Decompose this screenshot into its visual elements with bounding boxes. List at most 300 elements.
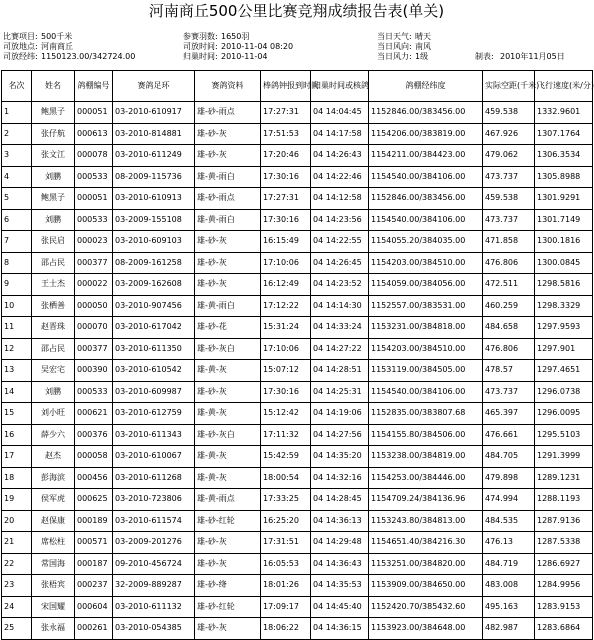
col-coords: 鸽棚经纬度 — [369, 71, 483, 102]
cell-pigeon-info: 雄-砂-红轮 — [195, 596, 261, 618]
cell-ring: 03-2010-611268 — [113, 467, 195, 489]
cell-distance: 474.994 — [483, 489, 535, 511]
cell-coords: 1152846.00/383456.00 — [369, 188, 483, 210]
cell-distance: 484.658 — [483, 317, 535, 339]
cell-coords: 1154540.00/384106.00 — [369, 381, 483, 403]
cell-pigeon-info: 雄-黄-灰 — [195, 360, 261, 382]
cell-pigeon-info: 雄-砂-花 — [195, 317, 261, 339]
cell-rank: 21 — [2, 532, 32, 554]
weather-label: 当日天气: — [377, 32, 412, 41]
cell-loft-id: 000377 — [75, 338, 113, 360]
cell-distance: 484.719 — [483, 553, 535, 575]
cell-speed: 1298.3329 — [535, 295, 593, 317]
cell-clock-time: 16:25:20 — [261, 510, 311, 532]
cell-pigeon-info: 雄-砂-灰 — [195, 123, 261, 145]
cell-pigeon-info: 雄-黄-雨白 — [195, 295, 261, 317]
cell-coords: 1153923.00/384648.00 — [369, 618, 483, 640]
cell-distance: 473.737 — [483, 381, 535, 403]
cell-distance: 476.661 — [483, 424, 535, 446]
cell-speed: 1305.8988 — [535, 166, 593, 188]
cell-speed: 1296.0738 — [535, 381, 593, 403]
cell-return-time: 04 14:12:58 — [311, 188, 369, 210]
release-time-label: 司放时间: — [183, 42, 218, 51]
cell-ring: 03-2010-611574 — [113, 510, 195, 532]
cell-return-time: 04 14:17:58 — [311, 123, 369, 145]
cell-loft-id: 000237 — [75, 575, 113, 597]
cell-rank: 25 — [2, 618, 32, 640]
cell-loft-id: 000070 — [75, 317, 113, 339]
cell-return-time: 04 14:27:22 — [311, 338, 369, 360]
cell-speed: 1301.9291 — [535, 188, 593, 210]
table-row — [2, 596, 593, 618]
cell-name: 赵晋珠 — [32, 317, 75, 339]
table-row — [2, 446, 593, 468]
cell-loft-id: 000621 — [75, 403, 113, 425]
cell-speed: 1283.9153 — [535, 596, 593, 618]
cell-pigeon-info: 雄-砂-灰 — [195, 381, 261, 403]
cell-clock-time: 17:12:22 — [261, 295, 311, 317]
cell-clock-time: 18:01:26 — [261, 575, 311, 597]
cell-clock-time: 15:07:12 — [261, 360, 311, 382]
table-row — [2, 231, 593, 253]
cell-speed: 1300.1816 — [535, 231, 593, 253]
cell-pigeon-info: 雄-砂-灰 — [195, 145, 261, 167]
cell-distance: 484.705 — [483, 446, 535, 468]
cell-ring: 09-2010-456724 — [113, 553, 195, 575]
cell-pigeon-info: 雄-黄-灰 — [195, 467, 261, 489]
table-row — [2, 618, 593, 640]
cell-name: 常国海 — [32, 553, 75, 575]
cell-loft-id: 000456 — [75, 467, 113, 489]
cell-coords: 1153243.80/384813.00 — [369, 510, 483, 532]
wind-force-value: 1级 — [415, 52, 429, 61]
cell-name: 张仔航 — [32, 123, 75, 145]
cell-name: 张栖善 — [32, 295, 75, 317]
cell-name: 张梧宾 — [32, 575, 75, 597]
table-row — [2, 489, 593, 511]
cell-name: 邵占民 — [32, 338, 75, 360]
cell-speed: 1300.0845 — [535, 252, 593, 274]
col-return-time: 归巢时间或核鸽 — [311, 71, 369, 102]
cell-ring: 03-2010-611249 — [113, 145, 195, 167]
weather-value: 晴天 — [415, 32, 431, 41]
wind-dir-label: 当日风向: — [377, 42, 412, 51]
cell-pigeon-info: 雄-黄-雨白 — [195, 166, 261, 188]
cell-speed: 1287.5338 — [535, 532, 593, 554]
cell-return-time: 04 14:19:06 — [311, 403, 369, 425]
cell-return-time: 04 14:04:45 — [311, 102, 369, 124]
cell-speed: 1306.3534 — [535, 145, 593, 167]
cell-pigeon-info: 雄-砂-雨点 — [195, 102, 261, 124]
table-row — [2, 553, 593, 575]
cell-return-time: 04 14:29:48 — [311, 532, 369, 554]
cell-ring: 03-2010-610917 — [113, 102, 195, 124]
cell-loft-id: 000051 — [75, 188, 113, 210]
race-info-row-2 — [3, 42, 591, 52]
cell-distance: 459.538 — [483, 102, 535, 124]
cell-rank: 20 — [2, 510, 32, 532]
cell-clock-time: 17:09:17 — [261, 596, 311, 618]
cell-speed: 1297.901 — [535, 338, 593, 360]
cell-loft-id: 000187 — [75, 553, 113, 575]
cell-return-time: 04 14:36:43 — [311, 553, 369, 575]
cell-return-time: 04 14:14:30 — [311, 295, 369, 317]
cell-return-time: 04 14:28:51 — [311, 360, 369, 382]
cell-rank: 12 — [2, 338, 32, 360]
cell-loft-id: 000533 — [75, 381, 113, 403]
cell-pigeon-info: 雄-砂-灰 — [195, 252, 261, 274]
cell-name: 鲍黑子 — [32, 188, 75, 210]
cell-pigeon-info: 雄-黄-灰 — [195, 403, 261, 425]
cell-clock-time: 17:27:31 — [261, 188, 311, 210]
cell-name: 刘小旺 — [32, 403, 75, 425]
cell-ring: 03-2010-611350 — [113, 338, 195, 360]
cell-coords: 1154155.80/384506.00 — [369, 424, 483, 446]
col-rank: 名次 — [2, 71, 32, 102]
cell-distance: 482.987 — [483, 618, 535, 640]
cell-loft-id: 000625 — [75, 489, 113, 511]
wind-force-label: 当日风力: — [377, 52, 412, 61]
cell-clock-time: 17:10:06 — [261, 252, 311, 274]
cell-rank: 14 — [2, 381, 32, 403]
cell-speed: 1288.1193 — [535, 489, 593, 511]
cell-ring: 03-2010-609987 — [113, 381, 195, 403]
cell-speed: 1297.4651 — [535, 360, 593, 382]
cell-loft-id: 000613 — [75, 123, 113, 145]
race-info-row-1 — [3, 32, 591, 42]
cell-distance: 476.13 — [483, 532, 535, 554]
table-row — [2, 145, 593, 167]
cell-speed: 1297.9593 — [535, 317, 593, 339]
release-time-value: 2010-11-04 08:20 — [221, 42, 294, 51]
table-row — [2, 467, 593, 489]
cell-name: 彭海滨 — [32, 467, 75, 489]
cell-distance: 471.858 — [483, 231, 535, 253]
cell-distance: 460.259 — [483, 295, 535, 317]
table-row — [2, 102, 593, 124]
cell-ring: 03-2010-617042 — [113, 317, 195, 339]
cell-name: 刘鹏 — [32, 209, 75, 231]
cell-speed: 1296.0095 — [535, 403, 593, 425]
cell-distance: 476.806 — [483, 252, 535, 274]
count-label: 参赛羽数: — [183, 32, 218, 41]
return-time-value: 2010-11-04 — [221, 52, 268, 61]
cell-ring: 03-2009-155108 — [113, 209, 195, 231]
cell-coords: 1154206.00/383819.00 — [369, 123, 483, 145]
col-distance: 实际空距(千米) — [483, 71, 535, 102]
cell-return-time: 04 14:35:53 — [311, 575, 369, 597]
cell-speed: 1291.3999 — [535, 446, 593, 468]
cell-rank: 16 — [2, 424, 32, 446]
cell-distance: 472.511 — [483, 274, 535, 296]
cell-rank: 7 — [2, 231, 32, 253]
table-row — [2, 274, 593, 296]
cell-pigeon-info: 雄-砂-灰 — [195, 231, 261, 253]
table-row — [2, 295, 593, 317]
cell-coords: 1152420.70/385432.60 — [369, 596, 483, 618]
cell-return-time: 04 14:36:13 — [311, 510, 369, 532]
cell-clock-time: 17:31:51 — [261, 532, 311, 554]
cell-loft-id: 000023 — [75, 231, 113, 253]
cell-coords: 1153909.00/384650.00 — [369, 575, 483, 597]
cell-clock-time: 17:30:16 — [261, 166, 311, 188]
cell-coords: 1153251.00/384820.00 — [369, 553, 483, 575]
table-row — [2, 123, 593, 145]
cell-distance: 476.806 — [483, 338, 535, 360]
cell-coords: 1153119.00/384505.00 — [369, 360, 483, 382]
cell-clock-time: 17:27:31 — [261, 102, 311, 124]
cell-name: 刘鹏 — [32, 166, 75, 188]
table-row — [2, 575, 593, 597]
cell-rank: 11 — [2, 317, 32, 339]
table-row — [2, 166, 593, 188]
cell-clock-time: 15:42:59 — [261, 446, 311, 468]
cell-name: 张文江 — [32, 145, 75, 167]
table-body — [2, 102, 593, 640]
cell-clock-time: 17:51:53 — [261, 123, 311, 145]
cell-clock-time: 18:00:54 — [261, 467, 311, 489]
cell-coords: 1152846.00/383456.00 — [369, 102, 483, 124]
cell-speed: 1301.7149 — [535, 209, 593, 231]
table-row — [2, 338, 593, 360]
report-title: 河南商丘500公里比赛竞翔成绩报告表(单关) — [148, 2, 445, 20]
cell-loft-id: 000571 — [75, 532, 113, 554]
cell-loft-id: 000533 — [75, 209, 113, 231]
cell-rank: 10 — [2, 295, 32, 317]
col-name: 姓名 — [32, 71, 75, 102]
cell-speed: 1286.6927 — [535, 553, 593, 575]
col-speed: 飞行速度(米/分) — [535, 71, 593, 102]
cell-clock-time: 15:12:42 — [261, 403, 311, 425]
cell-rank: 3 — [2, 145, 32, 167]
cell-clock-time: 16:15:49 — [261, 231, 311, 253]
table-row — [2, 381, 593, 403]
cell-return-time: 04 14:36:15 — [311, 618, 369, 640]
cell-ring: 03-2010-609103 — [113, 231, 195, 253]
table-row — [2, 209, 593, 231]
cell-loft-id: 000376 — [75, 424, 113, 446]
cell-pigeon-info: 雄-黄-雨白 — [195, 209, 261, 231]
cell-coords: 1154203.00/384510.00 — [369, 252, 483, 274]
cell-ring: 03-2010-814881 — [113, 123, 195, 145]
release-place-value: 河南商丘 — [41, 42, 73, 51]
cell-pigeon-info: 雄-砂-灰 — [195, 532, 261, 554]
cell-loft-id: 000022 — [75, 274, 113, 296]
cell-coords: 1154059.00/384056.00 — [369, 274, 483, 296]
cell-loft-id: 000533 — [75, 166, 113, 188]
cell-clock-time: 17:30:16 — [261, 381, 311, 403]
cell-name: 邵占民 — [32, 252, 75, 274]
cell-distance: 459.538 — [483, 188, 535, 210]
cell-rank: 9 — [2, 274, 32, 296]
cell-clock-time: 16:05:53 — [261, 553, 311, 575]
cell-name: 鲍黑子 — [32, 102, 75, 124]
cell-speed: 1287.9136 — [535, 510, 593, 532]
table-row — [2, 317, 593, 339]
cell-pigeon-info: 雄-砂-灰 — [195, 553, 261, 575]
cell-pigeon-info: 雄-黄-灰 — [195, 446, 261, 468]
cell-return-time: 04 14:32:16 — [311, 467, 369, 489]
cell-return-time: 04 14:22:55 — [311, 231, 369, 253]
cell-return-time: 04 14:26:45 — [311, 252, 369, 274]
cell-name: 王士杰 — [32, 274, 75, 296]
count-value: 1650羽 — [221, 32, 250, 41]
cell-coords: 1152835.00/383807.68 — [369, 403, 483, 425]
cell-rank: 2 — [2, 123, 32, 145]
cell-ring: 03-2010-612759 — [113, 403, 195, 425]
cell-speed: 1298.5816 — [535, 274, 593, 296]
cell-distance: 478.57 — [483, 360, 535, 382]
header-row — [2, 71, 593, 102]
cell-return-time: 04 14:25:31 — [311, 381, 369, 403]
cell-clock-time: 17:20:46 — [261, 145, 311, 167]
cell-clock-time: 17:11:32 — [261, 424, 311, 446]
race-info-row-3 — [3, 52, 591, 62]
cell-coords: 1154651.40/384216.30 — [369, 532, 483, 554]
cell-pigeon-info: 雄-砂-灰白 — [195, 424, 261, 446]
cell-coords: 1154540.00/384106.00 — [369, 166, 483, 188]
cell-ring: 08-2009-161258 — [113, 252, 195, 274]
cell-rank: 6 — [2, 209, 32, 231]
cell-speed: 1332.9601 — [535, 102, 593, 124]
cell-speed: 1307.1764 — [535, 123, 593, 145]
cell-return-time: 04 14:45:40 — [311, 596, 369, 618]
cell-name: 宋国耀 — [32, 596, 75, 618]
cell-distance: 479.898 — [483, 467, 535, 489]
cell-clock-time: 17:30:16 — [261, 209, 311, 231]
made-date: 2010年11月05日 — [500, 52, 565, 61]
cell-name: 刘鹏 — [32, 381, 75, 403]
cell-coords: 1154055.20/384035.00 — [369, 231, 483, 253]
cell-coords: 1154211.00/384423.00 — [369, 145, 483, 167]
cell-ring: 03-2010-610542 — [113, 360, 195, 382]
cell-rank: 17 — [2, 446, 32, 468]
cell-distance: 465.397 — [483, 403, 535, 425]
cell-ring: 03-2010-610913 — [113, 188, 195, 210]
cell-distance: 484.535 — [483, 510, 535, 532]
cell-name: 赵杰 — [32, 446, 75, 468]
cell-pigeon-info: 雄-砂-雨点 — [195, 188, 261, 210]
cell-ring: 03-2009-201276 — [113, 532, 195, 554]
cell-return-time: 04 14:33:24 — [311, 317, 369, 339]
cell-clock-time: 17:10:06 — [261, 338, 311, 360]
table-row — [2, 510, 593, 532]
cell-ring: 03-2010-723806 — [113, 489, 195, 511]
cell-clock-time: 16:12:49 — [261, 274, 311, 296]
cell-coords: 1153231.00/384818.00 — [369, 317, 483, 339]
cell-name: 张永福 — [32, 618, 75, 640]
cell-speed: 1284.9956 — [535, 575, 593, 597]
col-pigeon-info: 赛鸽资料 — [195, 71, 261, 102]
cell-pigeon-info: 雄-砂-红轮 — [195, 510, 261, 532]
cell-coords: 1154203.00/384510.00 — [369, 338, 483, 360]
cell-rank: 24 — [2, 596, 32, 618]
cell-loft-id: 000377 — [75, 252, 113, 274]
cell-distance: 473.737 — [483, 209, 535, 231]
cell-loft-id: 000261 — [75, 618, 113, 640]
cell-return-time: 04 14:28:45 — [311, 489, 369, 511]
table-row — [2, 188, 593, 210]
cell-return-time: 04 14:22:46 — [311, 166, 369, 188]
cell-return-time: 04 14:27:56 — [311, 424, 369, 446]
cell-distance: 495.163 — [483, 596, 535, 618]
cell-name: 薛少六 — [32, 424, 75, 446]
cell-pigeon-info: 雄-砂-灰白 — [195, 338, 261, 360]
cell-coords: 1154709.24/384136.96 — [369, 489, 483, 511]
table-row — [2, 532, 593, 554]
cell-clock-time: 15:31:24 — [261, 317, 311, 339]
cell-rank: 19 — [2, 489, 32, 511]
cell-coords: 1152557.00/383531.00 — [369, 295, 483, 317]
cell-rank: 8 — [2, 252, 32, 274]
cell-loft-id: 000604 — [75, 596, 113, 618]
cell-speed: 1289.1231 — [535, 467, 593, 489]
cell-pigeon-info: 雄-砂-灰 — [195, 274, 261, 296]
cell-ring: 03-2010-611132 — [113, 596, 195, 618]
cell-distance: 479.062 — [483, 145, 535, 167]
cell-rank: 4 — [2, 166, 32, 188]
wind-dir-value: 南风 — [415, 42, 431, 51]
table-row — [2, 403, 593, 425]
cell-ring: 32-2009-889287 — [113, 575, 195, 597]
table-row — [2, 252, 593, 274]
release-place-label: 司放地点: — [3, 42, 38, 51]
project-label: 比赛项目: — [3, 32, 38, 41]
cell-ring: 03-2010-610067 — [113, 446, 195, 468]
project-value: 500千米 — [41, 32, 73, 41]
cell-loft-id: 000058 — [75, 446, 113, 468]
cell-clock-time: 17:33:25 — [261, 489, 311, 511]
cell-rank: 15 — [2, 403, 32, 425]
cell-name: 张民启 — [32, 231, 75, 253]
made-label: 制表: — [475, 52, 494, 61]
cell-loft-id: 000390 — [75, 360, 113, 382]
cell-ring: 03-2009-162608 — [113, 274, 195, 296]
cell-rank: 18 — [2, 467, 32, 489]
race-info — [3, 32, 591, 62]
table-row — [2, 360, 593, 382]
cell-ring: 03-2010-907456 — [113, 295, 195, 317]
cell-coords: 1154540.00/384106.00 — [369, 209, 483, 231]
cell-speed: 1283.6864 — [535, 618, 593, 640]
col-clock-time: 棒鸽钟报到时间 — [261, 71, 311, 102]
cell-distance: 467.926 — [483, 123, 535, 145]
cell-rank: 13 — [2, 360, 32, 382]
cell-pigeon-info: 雄-砂-灰 — [195, 618, 261, 640]
cell-return-time: 04 14:23:56 — [311, 209, 369, 231]
cell-name: 吴宏宅 — [32, 360, 75, 382]
col-ring: 赛鸽足环 — [113, 71, 195, 102]
cell-distance: 483.008 — [483, 575, 535, 597]
cell-loft-id: 000051 — [75, 102, 113, 124]
cell-return-time: 04 14:23:52 — [311, 274, 369, 296]
results-table — [1, 70, 593, 640]
cell-pigeon-info: 雄-黄-雨点 — [195, 489, 261, 511]
table-row — [2, 424, 593, 446]
return-time-label: 归巢时间: — [183, 52, 218, 61]
cell-speed: 1295.5103 — [535, 424, 593, 446]
cell-coords: 1154253.00/384446.00 — [369, 467, 483, 489]
cell-loft-id: 000189 — [75, 510, 113, 532]
col-loft-id: 鸽棚编号 — [75, 71, 113, 102]
cell-name: 侯军虎 — [32, 489, 75, 511]
cell-rank: 23 — [2, 575, 32, 597]
cell-distance: 473.737 — [483, 166, 535, 188]
cell-ring: 03-2010-054385 — [113, 618, 195, 640]
cell-loft-id: 000050 — [75, 295, 113, 317]
coords-label: 司放经纬: — [3, 52, 38, 61]
cell-ring: 03-2010-611343 — [113, 424, 195, 446]
